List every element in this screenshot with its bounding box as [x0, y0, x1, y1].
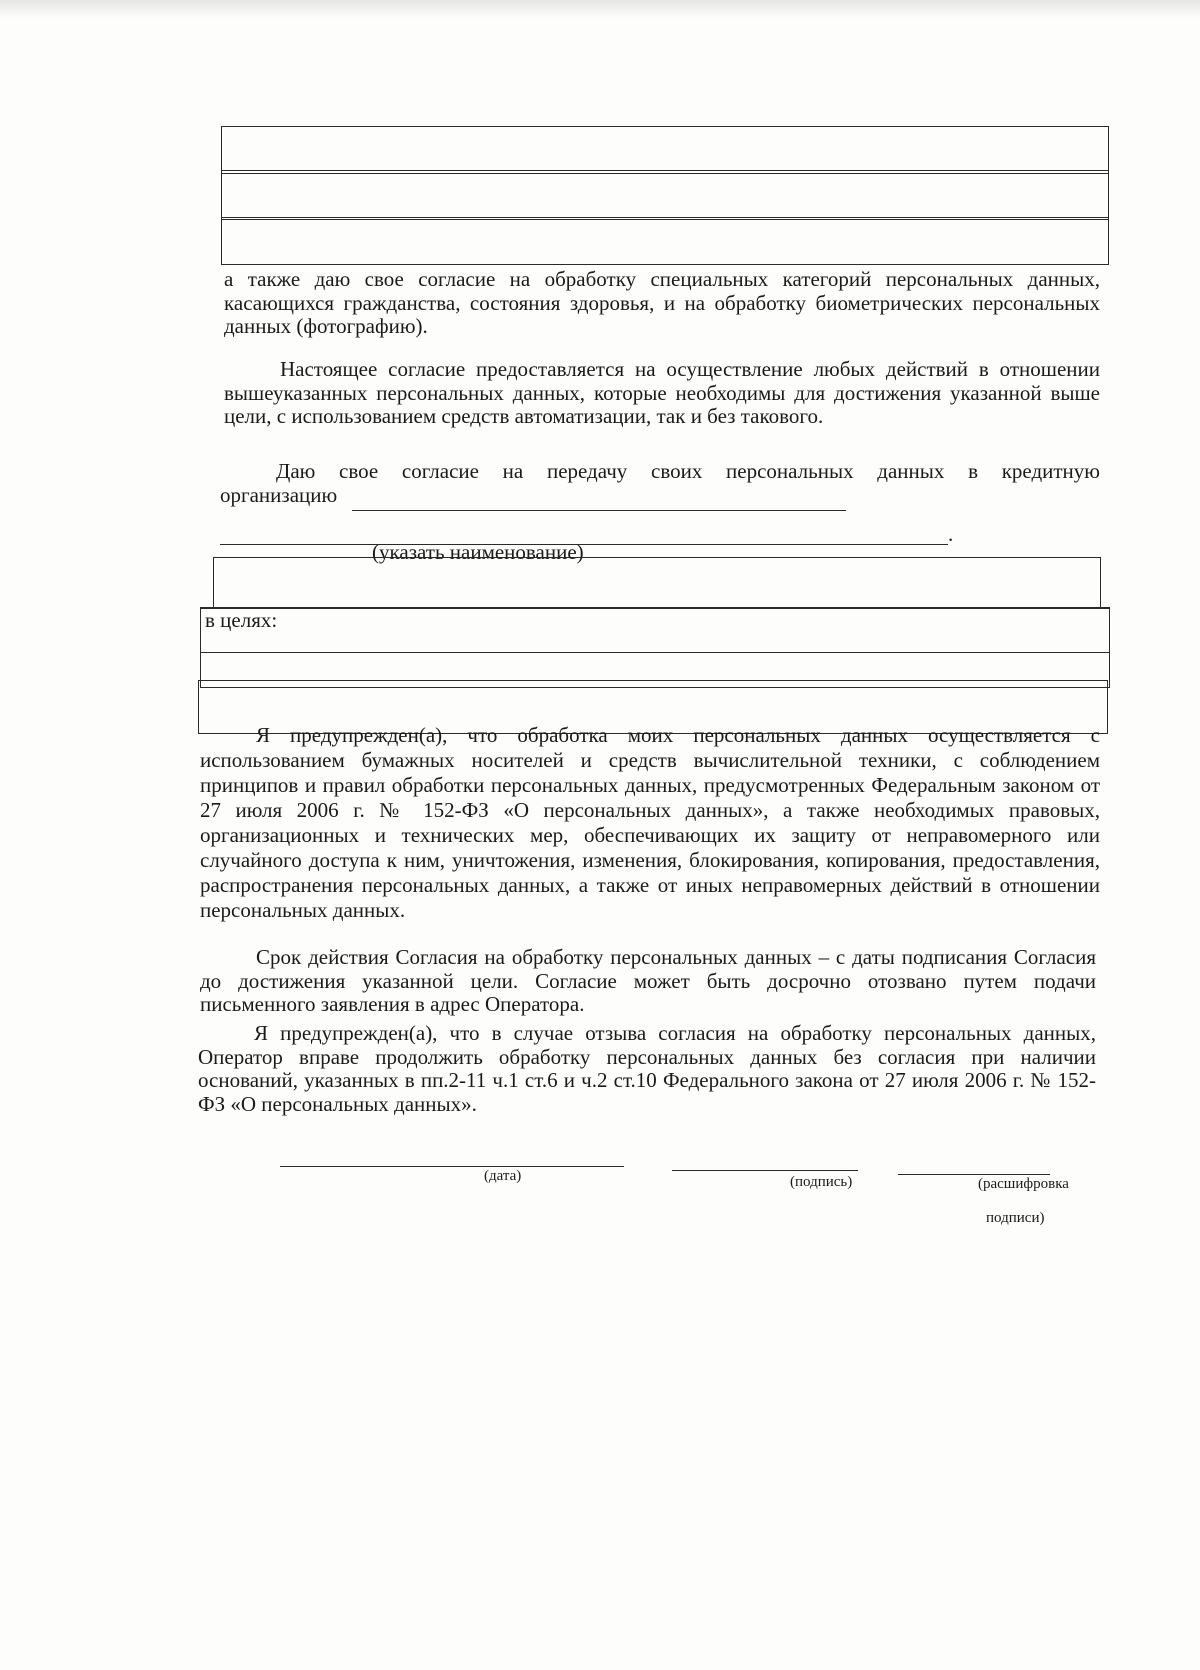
caption-decoding-line2: подписи)	[986, 1210, 1045, 1226]
paragraph-actions: Настоящее согласие предоставляется на осуществление любых действий в отношении вышеуказанных персональных данных, которые необходимы для достижения указанной выше цели, с использованием средств автоматизации, так и без такового.	[224, 357, 1100, 428]
decoding-fill-line[interactable]	[898, 1174, 1050, 1175]
blank-field-top-3[interactable]	[221, 217, 1109, 265]
caption-signature: (подпись)	[790, 1174, 853, 1190]
organization-fill-line[interactable]	[352, 510, 846, 511]
period-mark: .	[948, 522, 954, 546]
paragraph-withdrawal: Я предупрежден(а), что в случае отзыва согласия на обработку персональных данных, Оператор вправе продолжить обработку персональных данных без согласия при наличии оснований, указанных в пп.2-11 ч.1 ст.6 и ч.2 ст.10 Федерального закона от 27 июля 2006 г. № 152-ФЗ «О персональных данных».	[198, 1021, 1096, 1116]
blank-field-top-1[interactable]	[221, 126, 1109, 174]
paragraph-special-categories: а также даю свое согласие на обработку специальных категорий персональных данных, касающихся гражданства, состояния здоровья, и на обработку биометрических персональных данных (фотографию).	[224, 267, 1100, 338]
scan-edge-shadow	[0, 0, 1200, 18]
paragraph-transfer: Даю свое согласие на передачу своих персональных данных в кредитную	[276, 459, 1100, 483]
caption-decoding-line1: (расшифровка	[978, 1176, 1069, 1192]
label-organization: организацию	[220, 483, 338, 507]
signature-fill-line[interactable]	[672, 1170, 858, 1171]
label-purposes: в целях:	[205, 608, 278, 632]
blank-field-top-2[interactable]	[221, 170, 1109, 220]
organization-fill-line-2[interactable]	[220, 544, 948, 545]
paragraph-validity: Срок действия Согласия на обработку персональных данных – с даты подписания Согласия до достижения указанной цели. Согласие может быть досрочно отозвано путем подачи письменного заявления в адрес Оператора.	[200, 945, 1096, 1016]
paragraph-warning-processing: Я предупрежден(а), что обработка моих персональных данных осуществляется с использованием бумажных носителей и средств вычислительной техники, с соблюдением принципов и правил обработки персональных данных, предусмотренных Федеральным законом от 27 июля 2006 г. № 152-ФЗ «О персональных данных», а также необходимых правовых, организационных и технических мер, обеспечивающих их защиту от неправомерного или случайного доступа к ним, уничтожения, изменения, блокирования, копирования, предоставления, распространения персональных данных, а также от иных неправомерных действий в отношении персональных данных.	[200, 723, 1100, 922]
caption-date: (дата)	[484, 1168, 522, 1184]
blank-field-purpose-1[interactable]	[200, 607, 1110, 653]
caption-organization-name: (указать наименование)	[372, 540, 584, 564]
date-fill-line[interactable]	[280, 1166, 624, 1167]
blank-field-organization[interactable]	[213, 557, 1101, 609]
